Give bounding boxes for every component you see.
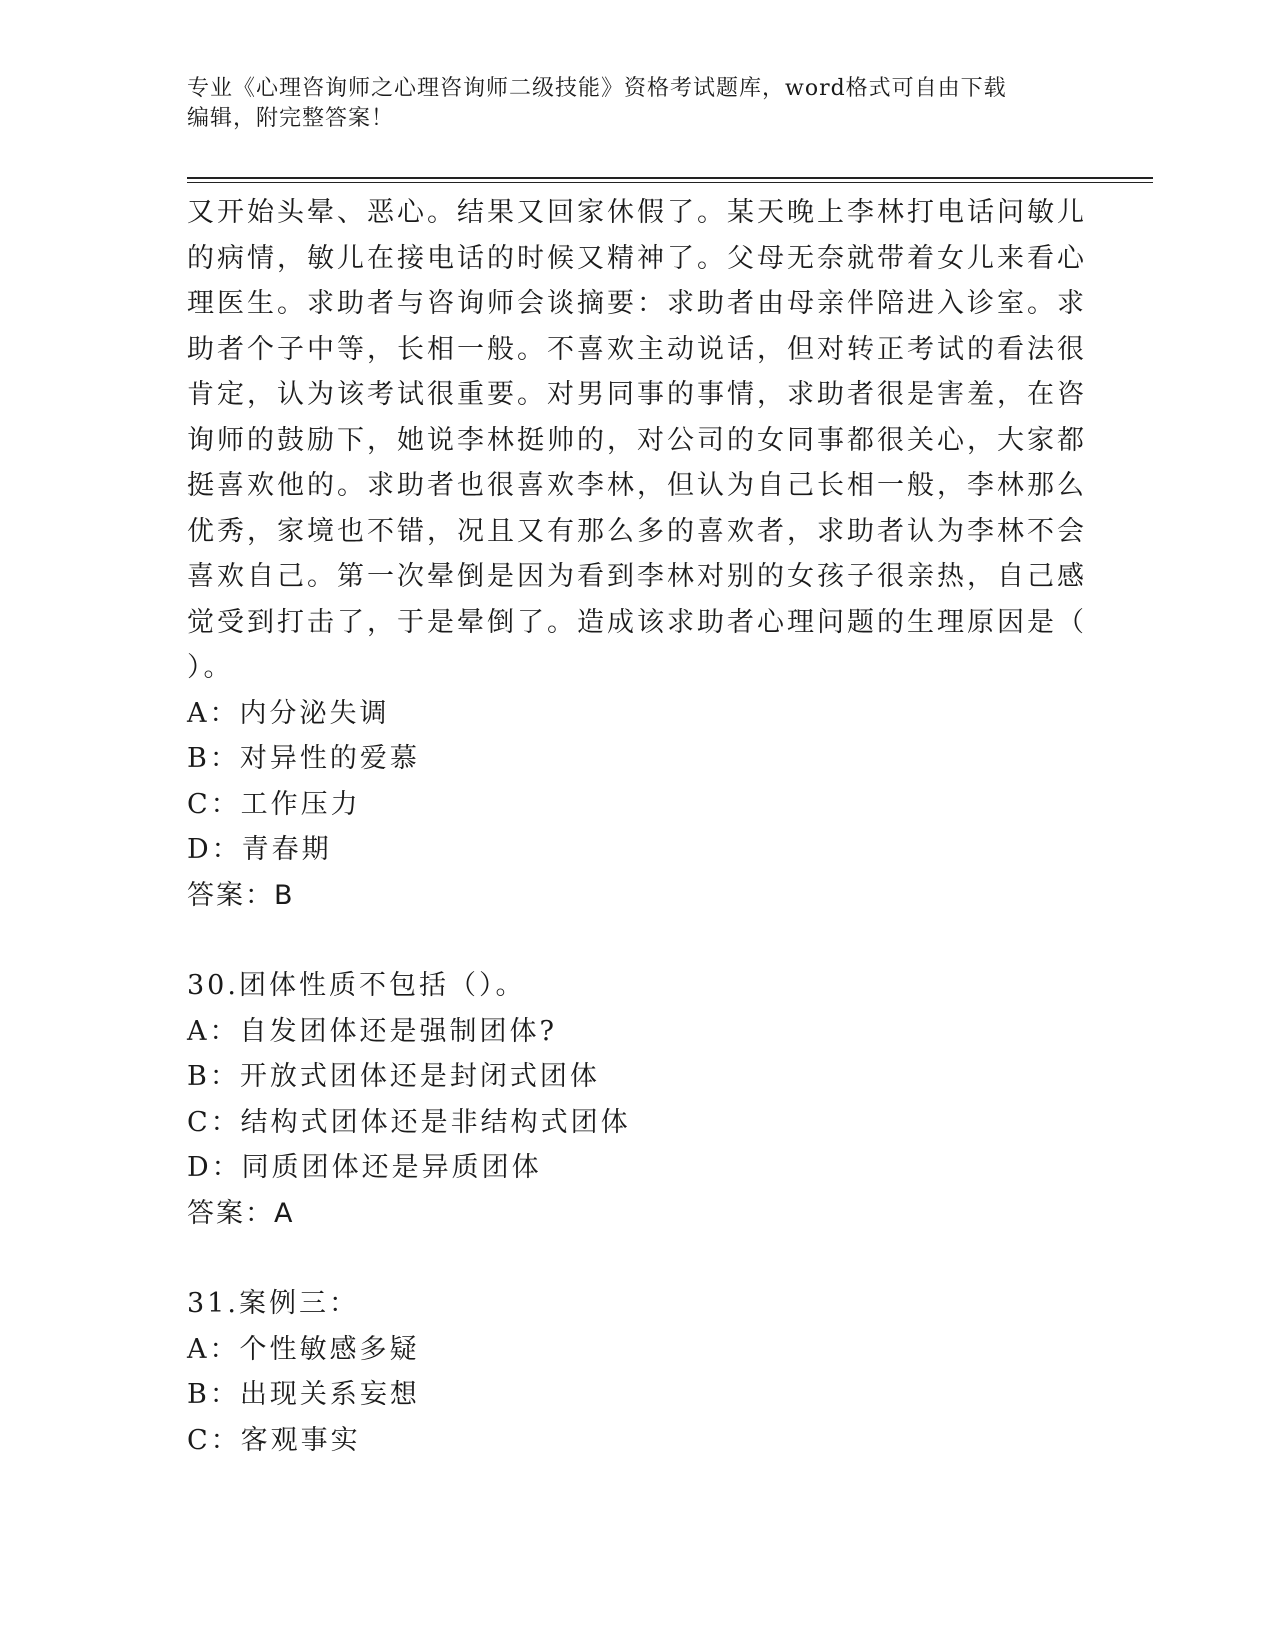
- question-stem-line: ）。: [187, 652, 234, 683]
- question-29: [187, 190, 1087, 918]
- question-stem-line: 挺喜欢他的。求助者也很喜欢李林，但认为自己长相一般，李林那么: [187, 470, 1087, 501]
- option-b: B：开放式团体还是封闭式团体: [187, 1061, 600, 1092]
- answer-line: 答案：A: [187, 1197, 295, 1229]
- option-a: A：自发团体还是强制团体?: [187, 1015, 557, 1047]
- header-line-2: 编辑，附完整答案！: [187, 106, 395, 131]
- option-c: C：工作压力: [187, 788, 361, 820]
- question-stem-line: 觉受到打击了，于是晕倒了。造成该求助者心理问题的生理原因是（: [187, 606, 1087, 638]
- question-stem-line: 肯定，认为该考试很重要。对男同事的事情，求助者很是害羞，在咨: [187, 379, 1087, 410]
- question-content: [187, 190, 1087, 1463]
- question-stem-line: 又开始头晕、恶心。结果又回家休假了。某天晚上李林打电话问敏儿: [187, 197, 1087, 228]
- question-stem-line: 助者个子中等，长相一般。不喜欢主动说话，但对转正考试的看法很: [187, 333, 1087, 365]
- question-stem-line: 理医生。求助者与咨询师会谈摘要：求助者由母亲伴陪进入诊室。求: [187, 288, 1087, 319]
- option-b: B：对异性的爱慕: [187, 743, 420, 774]
- option-b: B：出现关系妄想: [187, 1379, 420, 1410]
- option-a: A：内分泌失调: [187, 697, 390, 729]
- document-header: [187, 74, 1067, 134]
- header-line-1: 专业《心理咨询师之心理咨询师二级技能》资格考试题库，word格式可自由下载: [187, 76, 1007, 101]
- question-stem-line: 优秀，家境也不错，况且又有那么多的喜欢者，求助者认为李林不会: [187, 515, 1087, 547]
- answer-line: 答案：B: [187, 879, 295, 911]
- question-stem: 30.团体性质不包括（）。: [187, 970, 526, 1001]
- question-stem: 31.案例三：: [187, 1288, 359, 1319]
- spacer: [187, 918, 1057, 963]
- option-a: A：个性敏感多疑: [187, 1333, 420, 1365]
- question-30: [187, 963, 1057, 1236]
- option-d: D：同质团体还是异质团体: [187, 1152, 542, 1183]
- option-d: D：青春期: [187, 834, 332, 865]
- header-divider-thin: [187, 182, 1153, 183]
- option-c: C：结构式团体还是非结构式团体: [187, 1106, 631, 1138]
- question-stem-line: 喜欢自己。第一次晕倒是因为看到李林对别的女孩子很亲热，自己感: [187, 561, 1087, 592]
- header-divider-thick: [187, 177, 1153, 179]
- option-c: C：客观事实: [187, 1424, 361, 1456]
- question-stem-line: 的病情，敏儿在接电话的时候又精神了。父母无奈就带着女儿来看心: [187, 242, 1087, 274]
- spacer: [187, 1236, 1057, 1281]
- question-stem-line: 询师的鼓励下，她说李林挺帅的，对公司的女同事都很关心，大家都: [187, 424, 1087, 456]
- question-31: [187, 1281, 1057, 1463]
